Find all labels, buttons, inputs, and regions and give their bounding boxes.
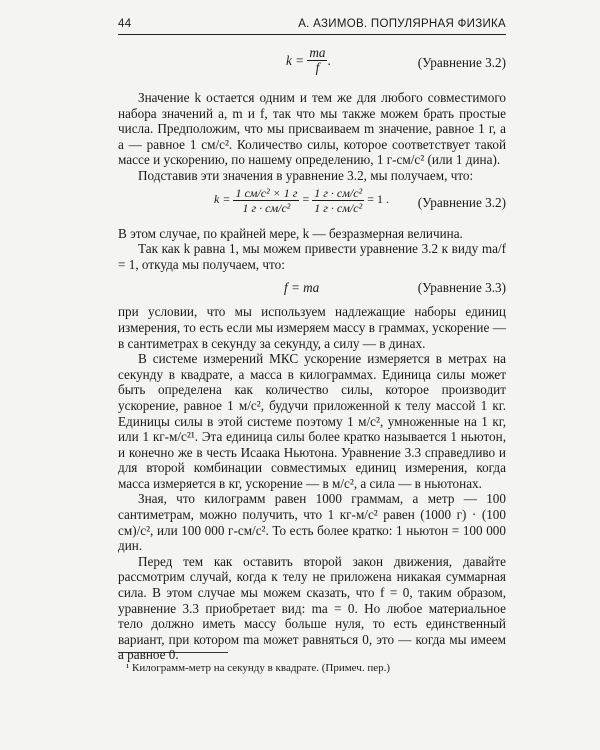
eq1-denominator: f [315, 60, 320, 75]
paragraph-8: Перед тем как оставить второй закон движения, давайте рассмотрим случай, когда к телу не приложена никакая суммарная сила. В этом случае мы можем сказать, что f = 0, таким образом, уравнение 3.3 приобретает вид: ma = 0. Но любое материальное тело должно иметь массу больше нуля, то есть единственный вариант, при котором ma может равняться 0, это — когда мы имеем a равное 0. [118, 553, 506, 663]
paragraph-6: В системе измерений МКС ускорение измеряется в метрах на секунду в квадрате, а масса в килограммах. Единица силы может быть определена как количество силы, которое производит ускорение, равное 1 м/с², будучи приложенной к телу массой 1 кг. Единицы силы в этой системе поэтому 1 м/с², умноженные на 1 кг, или 1 кг-м/с²¹. Эта единица силы более кратко называется 1 ньютон, и конечно же в честь Исаака Ньютона. Уравнение 3.3 справедливо и для второй комбинации совместимых единиц измерения, когда масса измеряется в кг, ускорение — в м/с², а сила — в ньютонах. [118, 351, 506, 491]
eq2-label: (Уравнение 3.2) [417, 194, 506, 210]
running-title: А. АЗИМОВ. ПОПУЛЯРНАЯ ФИЗИКА [298, 18, 506, 30]
equation-3-2-substituted: k = $\frac{\text{1 см/с² × 1 г}}{\text{1 г · см/с²}}$ = $\frac{\text{1 г · см/с²}}{\text{1 г · см/с²}}$ = 1 . (Уравнение 3.2) [214, 185, 506, 215]
paragraph-2: Подставив эти значения в уравнение 3.2, мы получаем, что: [138, 167, 474, 183]
eq3-expression: f = ma [284, 280, 320, 296]
eq2-denominator-2: 1 г · см/с² [314, 200, 363, 215]
page-number: 44 [118, 18, 132, 30]
eq1-lhs: k = [286, 52, 305, 68]
paragraph-4: Так как k равна 1, мы можем привести уравнение 3.2 к виду ma/f = 1, откуда мы получаем, что: [118, 241, 506, 272]
eq2-lhs: k = [214, 192, 231, 207]
eq2-denominator-1: 1 г · см/с² [242, 200, 291, 215]
eq2-numerator-2: 1 г · см/с² [314, 185, 363, 200]
eq3-label: (Уравнение 3.3) [417, 280, 506, 296]
equation-3-2 [118, 46, 506, 80]
eq2-fraction-2 [312, 186, 364, 215]
eq1-tail: . [327, 52, 331, 68]
footnote-rule [118, 652, 228, 653]
page-body [118, 46, 506, 663]
eq2-numerator-1: 1 см/с² × 1 г [235, 185, 298, 200]
header-rule [118, 34, 506, 35]
equation-3-3 [118, 280, 506, 304]
eq1-numerator: ma [309, 45, 326, 60]
eq1-fraction [307, 46, 327, 75]
eq2-result: = 1 . [367, 192, 389, 207]
eq2-fraction-1 [233, 186, 299, 215]
paragraph-5: при условии, что мы используем надлежащие наборы единиц измерения, то есть если мы измеряем массу в граммах, ускорение — в сантиметрах в секунду за секунду, а силу — в динах. [118, 304, 506, 351]
eq1-label: (Уравнение 3.2) [417, 55, 506, 70]
paragraph-1: Значение k остается одним и тем же для любого совместимого набора значений a, m и f, так что мы также можем брать простые числа. Предположим, что мы присваиваем m значение, равное 1 г, а a — равное 1 см/с². Количество силы, которое соответствует такой массе и ускорению, по нашему определению, 1 г-см/с² (или 1 дина). [118, 90, 506, 168]
footnote: ¹ Килограмм-метр на секунду в квадрате. (Примеч. пер.) [126, 662, 390, 674]
paragraph-7: Зная, что килограмм равен 1000 граммам, а метр — 100 сантиметрам, можно получить, что 1 кг-м/с² равен (1000 г) · (100 см)/с², или 100 000 г-см/с². То есть более кратко: 1 ньютон = 100 000 дин. [118, 491, 506, 554]
paragraph-3: В этом случае, по крайней мере, k — безразмерная величина. [118, 225, 463, 241]
